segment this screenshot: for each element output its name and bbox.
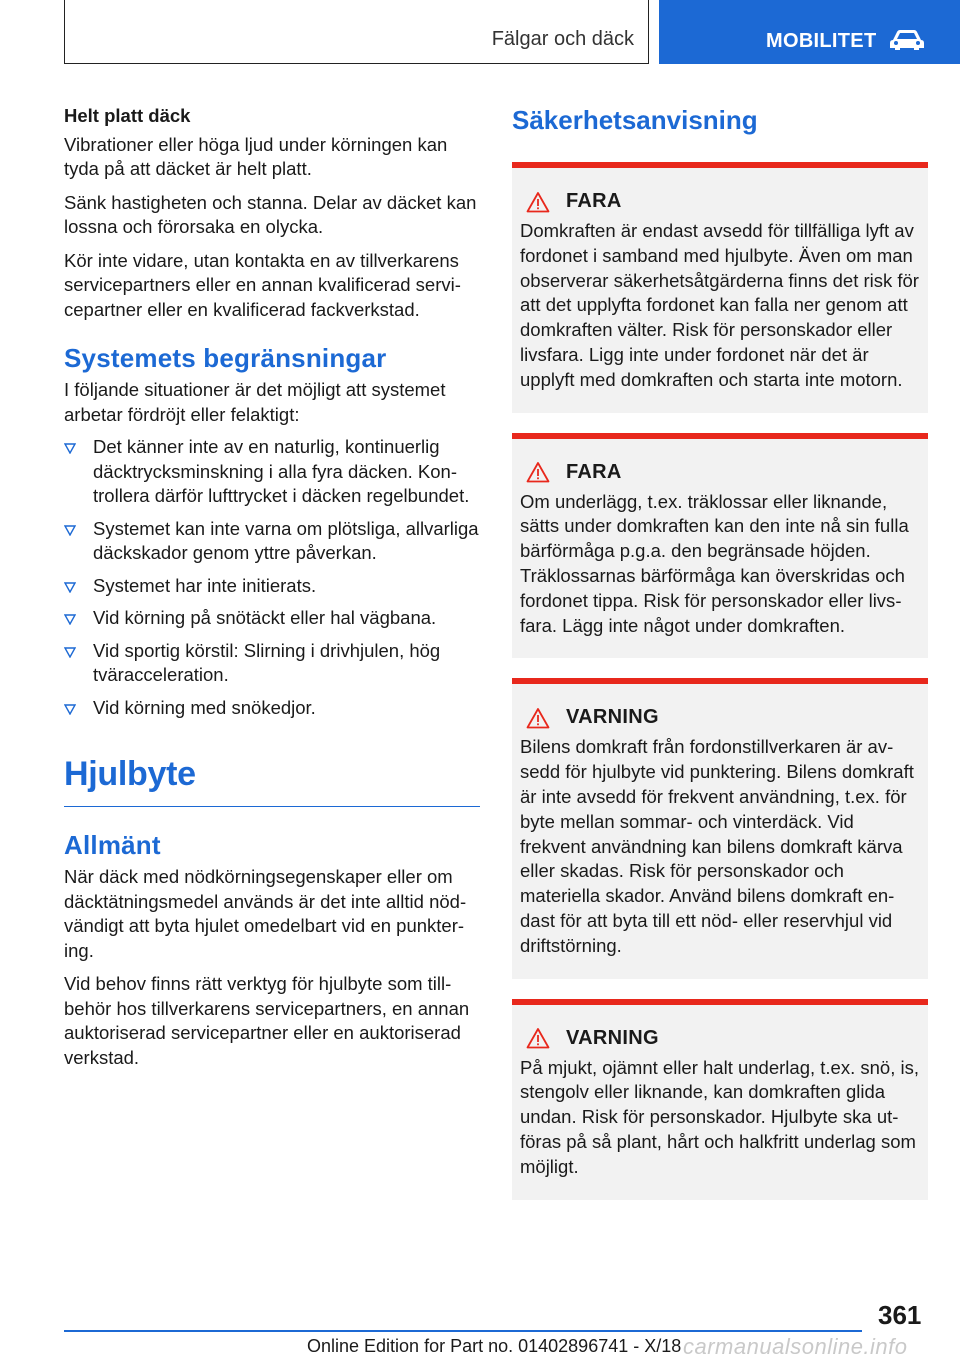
flat-tire-heading: Helt platt däck (64, 105, 191, 126)
general-paragraph: När däck med nödkörningsegenskaper eller om däcktätningsmedel används är det inte alltid nödvändigt att byta hjulet omedelbart vid en punktering. (64, 866, 467, 961)
list-item (64, 639, 480, 688)
warning-text: Domkraften är endast avsedd för tillfälliga lyft av fordonet i samband med hjulbyte. Även om man observerar säkerhetsåtgärderna finns det risk för att det upplyfta fordonet kan falla ner genom att domkraften välter. Risk för personskador eller livsfara. Ligg inte under fordonet när det är upplyft med domkraften och starta inte motorn. (520, 220, 919, 390)
bullet-triangle-icon (64, 582, 76, 593)
left-column (64, 100, 480, 1079)
limits-intro: I följande situationer är det möjligt att systemet arbetar fördröjt eller felaktigt: (64, 379, 446, 425)
warning-level: FARA (566, 190, 622, 212)
header-chapter-label: MOBILITET (766, 30, 877, 52)
warning-triangle-icon (526, 191, 550, 213)
warning-level: VARNING (566, 706, 659, 729)
footer-watermark: carmanualsonline.info (683, 1334, 908, 1359)
flat-tire-paragraph: Kör inte vidare, utan kontakta en av tillverkarens servicepartners eller en annan kvalificerad servicepartner eller en kvalificerad fackverkstad. (64, 249, 461, 320)
list-item-text: Systemet har inte initierats. (93, 574, 317, 596)
bullet-triangle-icon (64, 525, 76, 536)
list-item (64, 517, 480, 566)
bullet-triangle-icon (64, 614, 76, 625)
header-chapter-tab[interactable] (659, 0, 960, 64)
warning-header (520, 461, 920, 484)
general-paragraph: Vid behov finns rätt verktyg för hjulbyte som tillbehör hos tillverkarens servicepartners, en annan auktoriserad servicepartner eller en auktoriserad verkstad. (64, 973, 470, 1068)
list-item-text: Systemet kan inte varna om plötsliga, allvarliga däckskador genom yttre påverkan. (93, 517, 479, 563)
safety-heading: Säkerhetsanvisning (512, 105, 758, 135)
flat-tire-paragraph: Sänk hastigheten och stanna. Delar av däcket kan lossna och förorsaka en olycka. (64, 191, 477, 237)
warning-box (512, 433, 928, 659)
page-number: 361 (878, 1300, 922, 1330)
general-heading: Allmänt (64, 830, 161, 860)
header-section-box (64, 0, 649, 64)
warning-text: Bilens domkraft från fordonstillverkaren är avsedd för hjulbyte vid punktering. Bilens domkraft är inte avsedd för frekvent användning, t.ex. för byte mellan sommar- och vinterdäck. Vid frekvent användning kan bilens domkraft kärva eller skadas. Risk för personskador och materiella skador. Använd bilens domkraft endast för att byta till ett nöd- eller reservhjul vid driftstörning. (520, 736, 914, 956)
warning-level: FARA (566, 460, 622, 483)
list-item-text: Det känner inte av en naturlig, kontinuerlig däcktrycksminskning i alla fyra däcken. Kontrollera därför lufttrycket i däcken regelbundet. (93, 436, 470, 506)
list-item (64, 606, 480, 631)
right-column (512, 100, 928, 1220)
footer-divider (64, 1330, 862, 1332)
limits-list (64, 435, 480, 720)
warning-triangle-icon (526, 1027, 550, 1049)
header-section-title: Fälgar och däck (491, 28, 634, 50)
warning-level: VARNING (566, 1026, 659, 1049)
car-icon (887, 28, 927, 52)
list-item (64, 574, 480, 599)
warning-header (520, 190, 920, 213)
flat-tire-paragraph: Vibrationer eller höga ljud under körningen kan tyda på att däcket är helt platt. (64, 133, 448, 179)
wheel-change-heading: Hjulbyte (64, 754, 480, 807)
list-item-text: Vid körning med snökedjor. (93, 696, 316, 718)
warning-text: På mjukt, ojämnt eller halt underlag, t.ex. snö, is, stengolv eller liknande, kan domkraften glida undan. Risk för personskador. Hjulbyte ska utföras på så plant, hårt och halkfritt underlag som möjligt. (520, 1056, 919, 1177)
bullet-triangle-icon (64, 647, 76, 658)
warning-header (520, 706, 920, 729)
bullet-triangle-icon (64, 704, 76, 715)
bullet-triangle-icon (64, 443, 76, 454)
warning-triangle-icon (526, 461, 550, 483)
footer-edition: Online Edition for Part no. 01402896741 - X/18 (307, 1336, 682, 1356)
limits-heading: Systemets begränsningar (64, 343, 387, 373)
warning-triangle-icon (526, 707, 550, 729)
warning-text: Om underlägg, t.ex. träklossar eller liknande, sätts under domkraften kan den inte nå sin fulla bärförmåga p.g.a. den begränsade höjden. Träklossarnas bärförmåga kan överskridas och fordonet tippa. Risk för personskador eller livsfara. Lägg inte något under domkraften. (520, 490, 909, 636)
list-item-text: Vid körning på snötäckt eller hal vägbana. (93, 607, 437, 628)
warning-box (512, 678, 928, 978)
list-item-text: Vid sportig körstil: Slirning i drivhjulen, hög tväracceleration. (93, 639, 441, 685)
warning-header (520, 1027, 920, 1050)
warning-box (512, 999, 928, 1200)
list-item (64, 696, 480, 721)
warning-box (512, 162, 928, 413)
list-item (64, 435, 480, 509)
